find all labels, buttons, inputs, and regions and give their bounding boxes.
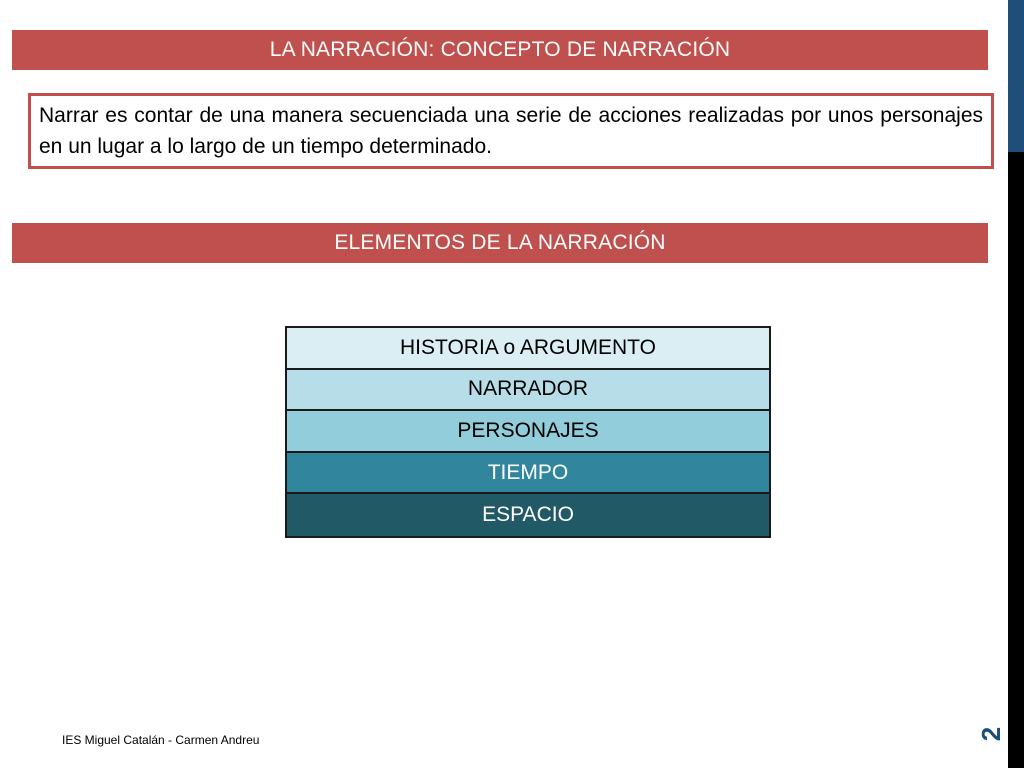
side-decoration-bar — [1008, 0, 1024, 768]
elements-table — [285, 326, 771, 538]
definition-box: Narrar es contar de una manera secuenciada una serie de acciones realizadas por unos personajes en un lugar a lo largo de un tiempo determinado. — [28, 93, 994, 169]
section-title — [12, 223, 988, 263]
slide-title-text: LA NARRACIÓN: CONCEPTO DE NARRACIÓN — [269, 38, 731, 61]
footer-credit: IES Miguel Catalán - Carmen Andreu — [62, 733, 260, 747]
page-number: 2 — [976, 726, 1006, 742]
section-title-text: ELEMENTOS DE LA NARRACIÓN — [334, 231, 666, 254]
element-row-narrador: NARRADOR — [287, 370, 769, 412]
element-row-historia: HISTORIA o ARGUMENTO — [287, 328, 769, 370]
element-row-personajes: PERSONAJES — [287, 411, 769, 453]
slide-title — [12, 30, 988, 70]
element-row-tiempo: TIEMPO — [287, 453, 769, 495]
side-accent-block — [1008, 0, 1024, 152]
element-row-espacio: ESPACIO — [287, 494, 769, 536]
